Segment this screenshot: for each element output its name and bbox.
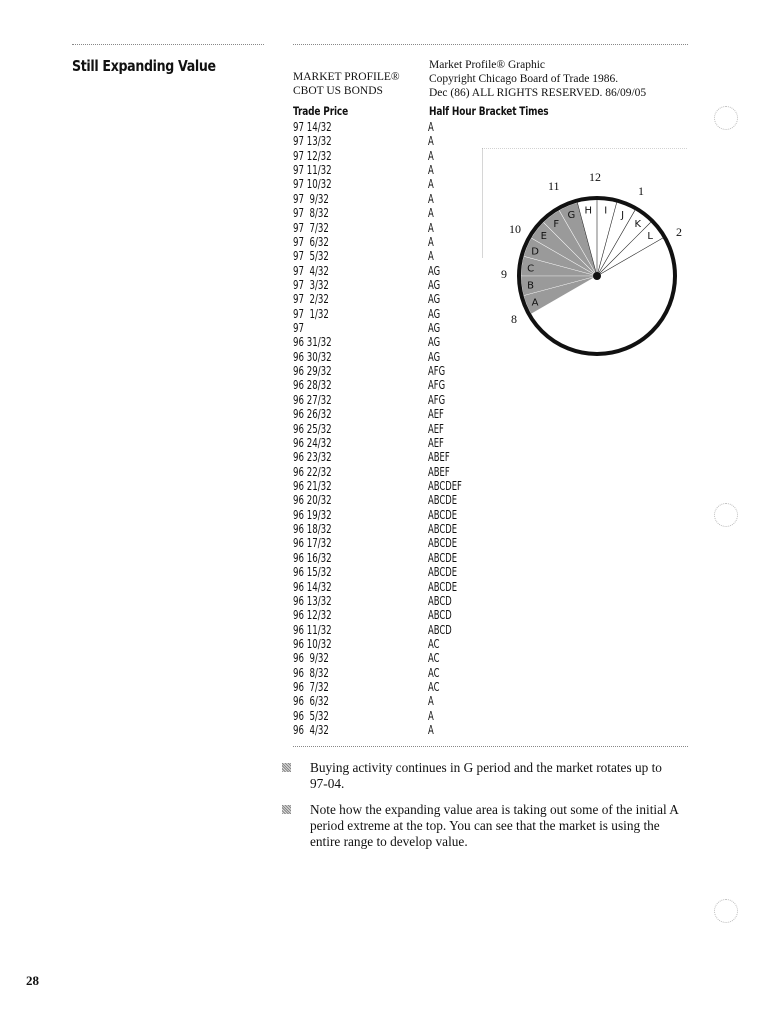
trade-price-cell: 96 16/32 [293,550,332,565]
trade-price-cell: 96 15/32 [293,565,332,580]
table-row [293,407,493,421]
bracket-letters-cell: ABCDE [428,565,458,580]
trade-price-cell: 96 24/32 [293,435,332,450]
table-row [293,493,493,507]
bracket-letters-cell: A [428,694,434,709]
slice-label-h: H [584,205,593,217]
table-row [293,192,493,206]
trade-price-cell: 96 25/32 [293,421,332,436]
table-row [293,680,493,694]
bracket-letters-cell: A [428,220,434,235]
table-row [293,292,493,306]
table-row [293,508,493,522]
trade-price-cell: 97 14/32 [293,120,332,134]
table-row [293,465,493,479]
section-title: Still Expanding Value [72,57,216,75]
bracket-letters-cell: A [428,708,434,723]
bracket-letters-cell: AG [428,292,441,307]
slice-label-e: E [540,231,548,243]
slice-divider-l [597,238,663,276]
trade-price-cell: 97 6/32 [293,234,329,249]
table-row [293,134,493,148]
trade-price-header: Trade Price [293,104,349,118]
slice-label-k: K [634,218,642,230]
note-1-bullet-icon [282,763,291,772]
table-row [293,565,493,579]
trade-price-cell: 96 8/32 [293,665,329,680]
bracket-letters-cell: AG [428,306,441,321]
table-row [293,594,493,608]
bracket-letters-cell: ABCDEF [428,478,462,493]
bracket-letters-cell: AC [428,680,440,695]
trade-price-cell: 97 11/32 [293,163,332,178]
bracket-letters-cell: ABCD [428,622,452,637]
table-row [293,177,493,191]
bracket-letters-cell: ABEF [428,450,450,465]
half-hour-clock-diagram [482,148,697,398]
binder-hole-bottom [714,899,738,923]
table-row [293,163,493,177]
table-row [293,221,493,235]
binder-hole-top [714,106,738,130]
bracket-letters-cell: ABCDE [428,493,458,508]
trade-price-cell: 97 13/32 [293,134,332,149]
trade-price-cell: 96 27/32 [293,392,332,407]
trade-price-cell: 96 5/32 [293,708,329,723]
bracket-letters-cell: AEF [428,421,444,436]
bracket-letters-cell: AFG [428,392,446,407]
page-number: 28 [26,973,39,988]
bracket-letters-cell: A [428,148,434,163]
bracket-letters-cell: AEF [428,435,444,450]
hour-label-11: 11 [548,179,560,193]
top-rule-right [293,44,688,45]
trade-price-cell: 96 31/32 [293,335,332,350]
slice-label-c: C [527,263,535,275]
table-row [293,264,493,278]
slice-label-j: J [621,210,625,222]
bracket-letters-cell: AC [428,665,440,680]
clock-center [593,272,601,280]
bracket-letters-cell: ABCDE [428,536,458,551]
bracket-letters-cell: ABCDE [428,522,458,537]
trade-price-cell: 97 3/32 [293,277,329,292]
bracket-letters-cell: AG [428,263,441,278]
trade-price-cell: 96 14/32 [293,579,332,594]
table-row [293,249,493,263]
trade-price-cell: 96 29/32 [293,364,332,379]
trade-price-cell: 96 26/32 [293,407,332,422]
bracket-times-header: Half Hour Bracket Times [429,104,549,118]
bottom-rule [293,746,688,747]
bracket-letters-cell: A [428,134,434,149]
trade-price-cell: 96 21/32 [293,478,332,493]
hour-label-12: 12 [589,170,601,184]
table-row [293,450,493,464]
table-row [293,536,493,550]
slice-label-d: D [531,246,539,258]
bracket-letters-cell: ABEF [428,464,450,479]
bracket-letters-cell: ABCDE [428,579,458,594]
trade-price-cell: 96 6/32 [293,694,329,709]
table-row [293,651,493,665]
trade-price-cell: 97 4/32 [293,263,329,278]
table-row [293,709,493,723]
table-row [293,623,493,637]
hour-label-8: 8 [511,312,517,326]
trade-price-cell: 96 4/32 [293,723,329,738]
note-1 [282,760,682,792]
note-2 [282,802,682,850]
trade-price-cell: 97 9/32 [293,191,329,206]
table-row [293,378,493,392]
table-row [293,422,493,436]
trade-price-cell: 96 10/32 [293,636,332,651]
table-row [293,120,493,134]
bracket-letters-cell: AC [428,636,440,651]
trade-price-cell: 97 8/32 [293,206,329,221]
table-row [293,723,493,737]
table-row [293,149,493,163]
trade-price-cell: 96 20/32 [293,493,332,508]
top-rule-left [72,44,264,45]
instrument-line1: MARKET PROFILE® [293,71,400,83]
graphic-heading-line1: Market Profile® Graphic [429,59,546,71]
slice-label-f: F [553,218,560,230]
bracket-letters-cell: AFG [428,364,446,379]
bracket-letters-cell: A [428,177,434,192]
slice-label-i: I [604,205,608,217]
table-row [293,321,493,335]
bracket-letters-cell: A [428,191,434,206]
hour-label-9: 9 [501,267,507,281]
bracket-letters-cell: A [428,163,434,178]
trade-price-cell: 96 17/32 [293,536,332,551]
bracket-letters-cell: ABCD [428,608,452,623]
table-row [293,637,493,651]
trade-price-cell: 96 11/32 [293,622,332,637]
trade-price-cell: 97 10/32 [293,177,332,192]
graphic-heading [429,58,646,100]
trade-price-cell: 96 23/32 [293,450,332,465]
bracket-letters-cell: ABCD [428,593,452,608]
trade-price-cell: 96 7/32 [293,680,329,695]
bracket-letters-cell: ABCDE [428,550,458,565]
table-row [293,580,493,594]
hour-label-1: 1 [638,184,644,198]
trade-price-cell: 96 28/32 [293,378,332,393]
bracket-letters-cell: AG [428,335,441,350]
trade-price-cell: 96 12/32 [293,608,332,623]
note-2-text: Note how the expanding value area is taking out some of the initial A period extreme at the top. You can see that the market is using the entire range to develop value. [310,802,679,849]
slice-label-a: A [531,297,539,309]
bracket-letters-cell: AG [428,321,441,336]
trade-price-cell: 96 18/32 [293,522,332,537]
slice-label-b: B [527,280,535,292]
table-row [293,393,493,407]
hour-label-10: 10 [509,222,521,236]
trade-price-cell: 96 13/32 [293,593,332,608]
clock-slices [521,200,663,314]
bracket-letters-cell: A [428,206,434,221]
market-profile-table [293,120,493,737]
bracket-letters-cell: A [428,234,434,249]
table-row [293,235,493,249]
bracket-letters-cell: AFG [428,378,446,393]
bracket-letters-cell: AEF [428,407,444,422]
table-row [293,206,493,220]
bracket-letters-cell: AG [428,349,441,364]
bracket-letters-cell: A [428,723,434,738]
trade-price-cell: 97 12/32 [293,148,332,163]
bracket-letters-cell: AG [428,277,441,292]
slice-divider-k [597,222,651,276]
trade-price-cell: 97 1/32 [293,306,329,321]
slice-label-g: G [567,210,576,222]
table-row [293,551,493,565]
slice-label-l: L [647,231,653,243]
table-row [293,350,493,364]
trade-price-cell: 97 7/32 [293,220,329,235]
note-2-bullet-icon [282,805,291,814]
trade-price-cell: 96 22/32 [293,464,332,479]
binder-hole-middle [714,503,738,527]
bracket-letters-cell: ABCDE [428,507,458,522]
table-row [293,335,493,349]
table-row [293,608,493,622]
trade-price-cell: 97 2/32 [293,292,329,307]
trade-price-cell: 96 9/32 [293,651,329,666]
table-row [293,307,493,321]
slice-divider-j [597,210,635,276]
bracket-letters-cell: A [428,120,434,134]
table-row [293,666,493,680]
trade-price-cell: 96 19/32 [293,507,332,522]
bracket-letters-cell: A [428,249,434,264]
table-row [293,479,493,493]
hour-label-2: 2 [676,225,682,239]
trade-price-cell: 97 [293,321,305,336]
instrument-line2: CBOT US BONDS [293,85,383,97]
graphic-heading-line3: Dec (86) ALL RIGHTS RESERVED. 86/09/05 [429,87,647,99]
table-row [293,522,493,536]
graphic-heading-line2: Copyright Chicago Board of Trade 1986. [429,73,619,85]
table-row [293,278,493,292]
bracket-letters-cell: AC [428,651,440,666]
table-row [293,436,493,450]
table-row [293,364,493,378]
trade-price-cell: 96 30/32 [293,349,332,364]
instrument-heading [293,70,400,98]
table-row [293,694,493,708]
note-1-text: Buying activity continues in G period and the market rotates up to 97-04. [310,760,662,791]
trade-price-cell: 97 5/32 [293,249,329,264]
